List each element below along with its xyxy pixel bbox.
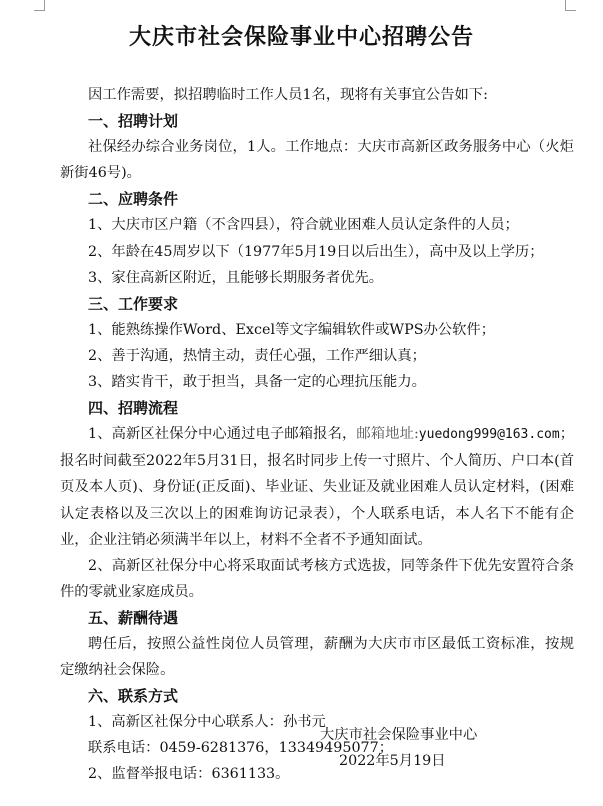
contact-phone: 联系电话：0459-6281376，13349495077；	[88, 740, 394, 757]
announcement-body	[60, 82, 574, 788]
process-item-1	[60, 421, 574, 552]
requirement-item-2: 2、善于沟通，热情主动，责任心强，工作严细认真；	[88, 347, 426, 364]
condition-item-2: 2、年龄在45周岁以下（1977年5月19日以后出生），高中及以上学历；	[88, 243, 544, 260]
page-corner-mark-right	[565, 0, 576, 11]
report-phone: 2、监督举报电话：6361133。	[88, 766, 290, 783]
contact-person: 1、高新区社保分中心联系人：孙书元	[88, 714, 326, 731]
section-heading-salary: 五、薪酬待遇	[88, 608, 179, 627]
process-item-1-start: 1、高新区社保分中心通过电子邮箱报名，	[88, 426, 357, 443]
salary-paragraph: 聘任后，按照公益性岗位人员管理，薪酬为大庆市市区最低工资标准，按规定缴纳社会保险。	[60, 635, 574, 679]
process-item-1-rest: ；报名时间截至2022年5月31日，报名时同步上传一寸照片、个人简历、户口本(首页及本人页)、身份证(正反面)、毕业证、失业证及就业困难人员认定材料，(困难认定表格以及三次以上的困难询访记录表），个人联系电话，本人名下不能有企业，企业注销必须满半年以上，材料不全者不予通知面试。	[60, 426, 574, 548]
plan-paragraph: 社保经办综合业务岗位，1人。工作地点：大庆市高新区政务服务中心（火炬新街46号)。	[60, 139, 574, 182]
email-address[interactable]: yuedong999@163.com	[418, 427, 560, 443]
intro-paragraph: 因工作需要，拟招聘临时工作人员1名，现将有关事宜公告如下:	[88, 87, 488, 103]
condition-item-3: 3、家住高新区附近，且能够长期服务者优先。	[88, 269, 384, 286]
email-label: 邮箱地址:	[356, 426, 419, 443]
page-corner-mark-left	[34, 0, 45, 11]
condition-item-1: 1、大庆市区户籍（不含四县），符合就业困难人员认定条件的人员；	[88, 217, 519, 234]
signature-org: 大庆市社会保险事业中心	[320, 727, 478, 743]
requirement-item-1: 1、能熟练操作Word、Excel等文字编辑软件或WPS办公软件；	[88, 321, 495, 338]
section-heading-requirements: 三、工作要求	[88, 294, 179, 313]
process-item-2: 2、高新区社保分中心将采取面试考核方式选拔，同等条件下优先安置符合条件的零就业家庭成员。	[60, 557, 574, 600]
section-heading-plan: 一、招聘计划	[88, 112, 179, 131]
requirement-item-3: 3、踏实肯干，敢于担当，具备一定的心理抗压能力。	[88, 374, 426, 391]
section-heading-conditions: 二、应聘条件	[88, 190, 179, 209]
section-heading-process: 四、招聘流程	[88, 399, 179, 418]
section-heading-contact: 六、联系方式	[88, 687, 179, 706]
page-title: 大庆市社会保险事业中心招聘公告	[128, 24, 474, 50]
signature-date: 2022年5月19日	[339, 753, 446, 769]
